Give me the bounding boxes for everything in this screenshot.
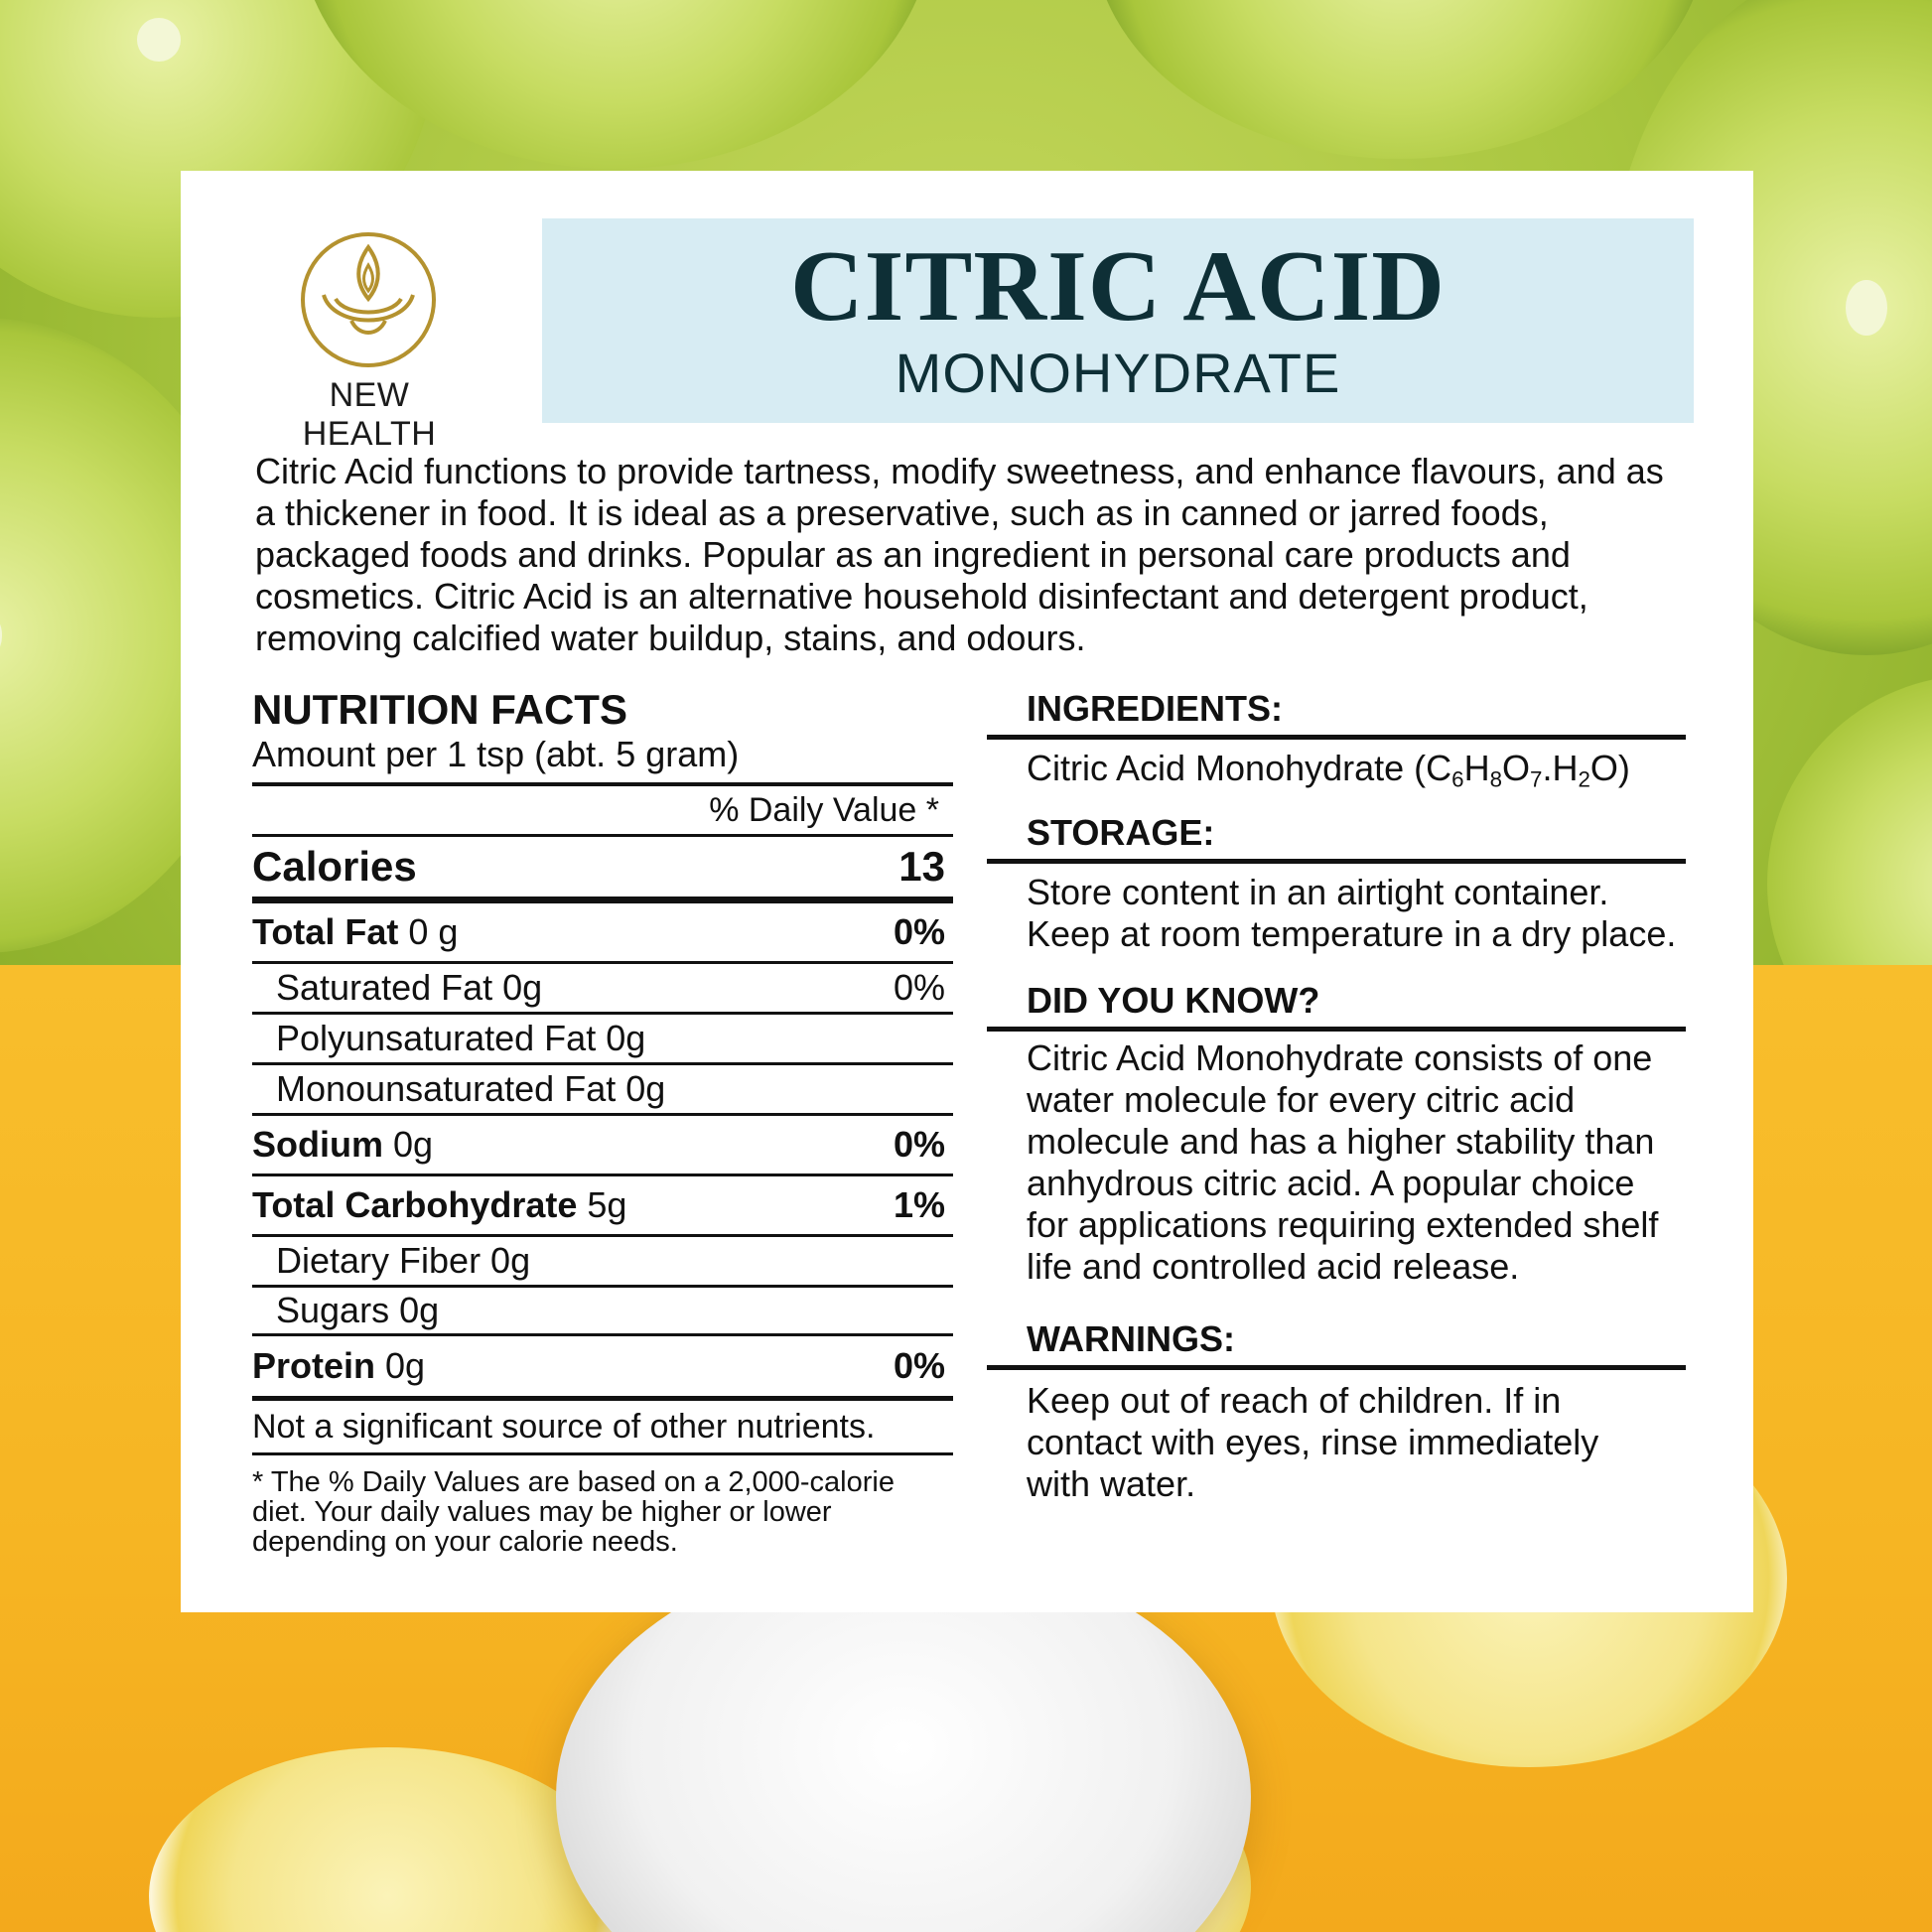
- product-label-card: [181, 171, 1753, 1612]
- nutrition-row-monounsaturated-fat: [252, 1065, 953, 1116]
- nutrient-amount: 5g: [587, 1184, 627, 1225]
- nutrition-row-sugars: [252, 1288, 953, 1336]
- nutrient-label: Monounsaturated Fat 0g: [276, 1068, 666, 1109]
- product-description: Citric Acid functions to provide tartness, modify sweetness, and enhance flavours, and as a thickener in food. It is ideal as a preservative, such as in canned or jarred foods, packaged foods and drinks. Popular as an ingredient in personal care products and cosmetics. Citric Acid is an alternative household disinfectant and detergent product, removing calcified water buildup, stains, and odours.: [255, 451, 1664, 658]
- nutrition-row-polyunsaturated-fat: [252, 1015, 953, 1065]
- nutrient-daily-value: 0%: [893, 1345, 945, 1386]
- title-box: [542, 218, 1694, 423]
- nutrient-amount: 0g: [393, 1124, 434, 1165]
- nutrient-label: Saturated Fat 0g: [276, 967, 543, 1008]
- storage-text: Store content in an airtight container. Keep at room temperature in a dry place.: [1027, 872, 1677, 954]
- nutrient-label: Total Carbohydrate: [252, 1184, 578, 1225]
- daily-value-header: % Daily Value *: [252, 786, 953, 837]
- nutrition-row-dietary-fiber: [252, 1237, 953, 1288]
- serving-size: Amount per 1 tsp (abt. 5 gram): [252, 733, 953, 786]
- nutrient-daily-value: 0%: [893, 1124, 945, 1165]
- nutrient-label: Polyunsaturated Fat 0g: [276, 1018, 646, 1058]
- info-column: [987, 687, 1686, 1505]
- ingredient-name: Citric Acid Monohydrate (C: [1027, 748, 1452, 788]
- nutrient-daily-value: 0%: [893, 967, 945, 1008]
- warnings-text: Keep out of reach of children. If in contact with eyes, rinse immediately with water.: [1027, 1380, 1599, 1504]
- nutrition-facts-heading: NUTRITION FACTS: [252, 686, 627, 733]
- formula-subscript: 6: [1451, 766, 1464, 792]
- nutrition-note: Not a significant source of other nutrients.: [252, 1401, 953, 1455]
- formula-element: O): [1589, 748, 1630, 788]
- formula-element: H: [1463, 748, 1490, 788]
- formula-subscript: 7: [1530, 766, 1543, 792]
- product-subtitle: MONOHYDRATE: [895, 342, 1341, 404]
- calories-value: 13: [898, 843, 945, 890]
- nutrient-label: Protein: [252, 1345, 376, 1386]
- storage-title: STORAGE:: [1027, 812, 1215, 853]
- nutrient-label: Sodium: [252, 1124, 383, 1165]
- did-you-know-title: DID YOU KNOW?: [1027, 980, 1320, 1021]
- nutrient-amount: 0 g: [408, 911, 459, 952]
- nutrition-row-protein: [252, 1336, 953, 1401]
- nutrition-facts-panel: [252, 687, 953, 1557]
- nutrient-daily-value: 1%: [893, 1184, 945, 1225]
- nutrient-label: Dietary Fiber 0g: [276, 1240, 531, 1281]
- nutrition-row-total-fat: [252, 903, 953, 964]
- daily-value-footnote: * The % Daily Values are based on a 2,000-calorie diet. Your daily values may be higher or lower depending on your calorie needs.: [252, 1466, 895, 1558]
- product-title: CITRIC ACID: [790, 230, 1446, 343]
- nutrient-label: Sugars 0g: [276, 1290, 440, 1330]
- nutrient-amount: 0g: [385, 1345, 426, 1386]
- ingredients-title: INGREDIENTS:: [1027, 688, 1284, 729]
- nutrient-label: Total Fat: [252, 911, 399, 952]
- calories-label: Calories: [252, 843, 417, 890]
- formula-element: .H: [1542, 748, 1579, 788]
- nutrition-row-total-carbohydrate: [252, 1176, 953, 1237]
- nutrition-row-saturated-fat: [252, 964, 953, 1015]
- brand-logo: [260, 225, 479, 453]
- lotus-flame-icon: [294, 225, 443, 374]
- ingredients-text: [987, 740, 1686, 792]
- brand-name: NEW HEALTH: [302, 376, 437, 453]
- warnings-title: WARNINGS:: [1027, 1318, 1235, 1359]
- nutrition-row-calories: [252, 837, 953, 903]
- formula-subscript: 2: [1578, 766, 1590, 792]
- nutrient-daily-value: 0%: [893, 911, 945, 952]
- did-you-know-text: Citric Acid Monohydrate consists of one water molecule for every citric acid molecule and has a higher stability than anhydrous citric acid. A popular choice for applications requiring extended shelf life and controlled acid release.: [1027, 1037, 1659, 1287]
- formula-subscript: 8: [1489, 766, 1502, 792]
- formula-element: O: [1502, 748, 1531, 788]
- nutrition-row-sodium: [252, 1116, 953, 1176]
